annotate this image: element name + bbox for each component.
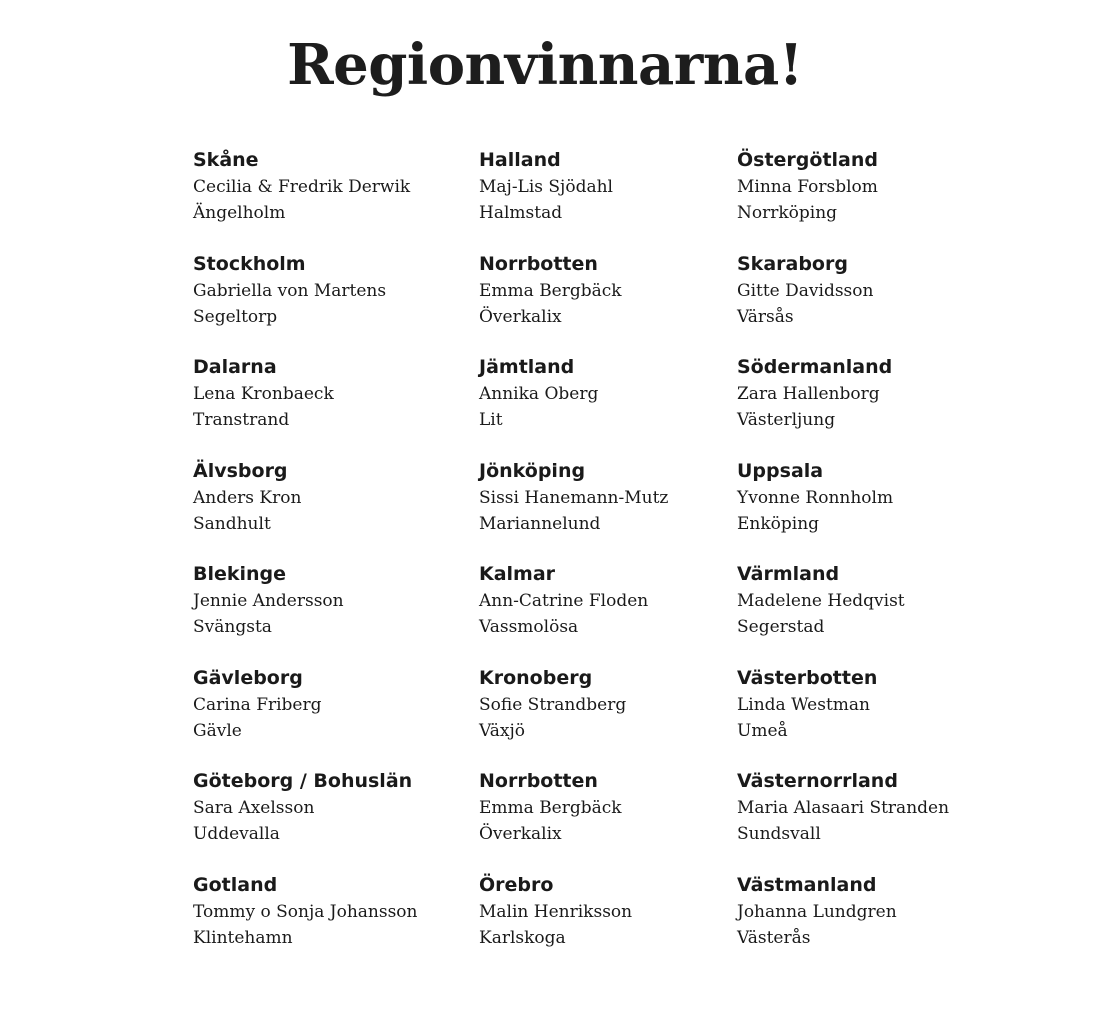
region-name: Älvsborg (193, 459, 288, 482)
region-name: Stockholm (193, 252, 306, 275)
winner-name: Johanna Lundgren (737, 901, 897, 922)
winner-entry (193, 146, 473, 250)
winner-place: Överkalix (479, 306, 562, 327)
winner-name: Anders Kron (193, 487, 302, 508)
winner-entry (737, 871, 1067, 975)
winner-entry (479, 767, 729, 871)
column-2 (479, 146, 729, 974)
region-name: Värmland (737, 563, 840, 585)
winner-name: Maria Alasaari Stranden (737, 798, 950, 818)
winner-entry (737, 250, 1067, 354)
winner-entry (737, 664, 1067, 768)
winner-name: Zara Hallenborg (737, 384, 880, 404)
region-name: Gävleborg (193, 666, 303, 689)
region-name: Västernorrland (737, 770, 898, 792)
region-name: Blekinge (193, 563, 287, 585)
winner-place: Sundsvall (737, 824, 821, 844)
winner-name: Annika Oberg (479, 384, 599, 404)
region-name: Uppsala (737, 459, 824, 482)
winner-entry (193, 353, 473, 457)
winner-place: Gävle (193, 720, 242, 741)
winner-place: Överkalix (479, 824, 562, 844)
winner-entry (479, 353, 729, 457)
winner-name: Tommy o Sonja Johansson (193, 901, 418, 922)
region-name: Gotland (193, 873, 278, 896)
winner-name: Carina Friberg (193, 694, 322, 715)
winner-place: Uddevalla (193, 824, 280, 844)
winner-place: Ängelholm (193, 203, 286, 223)
winner-entry (737, 146, 1067, 250)
region-name: Östergötland (737, 149, 878, 171)
page-title: Regionvinnarna! (287, 32, 803, 98)
winner-name: Ann-Catrine Floden (479, 591, 649, 611)
winner-name: Maj-Lis Sjödahl (479, 177, 613, 197)
winner-name: Malin Henriksson (479, 901, 633, 922)
winner-place: Vassmolösa (479, 617, 579, 637)
winner-place: Transtrand (193, 410, 290, 430)
winner-name: Madelene Hedqvist (737, 591, 905, 611)
winner-place: Segeltorp (193, 306, 278, 327)
region-name: Halland (479, 149, 561, 171)
winner-place: Klintehamn (193, 927, 293, 948)
winner-entry (193, 664, 473, 768)
winner-name: Sissi Hanemann-Mutz (479, 487, 669, 508)
winner-name: Sofie Strandberg (479, 694, 627, 715)
region-name: Västerbotten (737, 666, 878, 689)
winner-name: Emma Bergbäck (479, 798, 622, 818)
winner-place: Västerås (737, 927, 811, 948)
winner-entry (479, 457, 729, 561)
winner-place: Växjö (479, 720, 525, 741)
winner-entry (479, 664, 729, 768)
winner-place: Umeå (737, 720, 788, 741)
winner-name: Lena Kronbaeck (193, 384, 334, 404)
winner-entry (737, 560, 1067, 664)
region-name: Skåne (193, 149, 259, 171)
winner-entry (737, 353, 1067, 457)
winner-entry (193, 457, 473, 561)
region-name: Västmanland (737, 873, 877, 896)
winner-place: Mariannelund (479, 513, 601, 534)
winner-name: Sara Axelsson (193, 798, 315, 818)
winner-place: Värsås (737, 306, 794, 327)
winner-entry (193, 250, 473, 354)
region-name: Kalmar (479, 563, 556, 585)
winner-place: Norrköping (737, 203, 838, 223)
region-name: Jämtland (479, 356, 575, 378)
winner-entry (479, 871, 729, 975)
column-1 (193, 146, 473, 974)
winner-name: Jennie Andersson (193, 591, 344, 611)
winner-name: Linda Westman (737, 694, 871, 715)
winner-name: Gitte Davidsson (737, 280, 874, 301)
region-name: Norrbotten (479, 252, 598, 275)
winner-name: Emma Bergbäck (479, 280, 622, 301)
winner-place: Enköping (737, 513, 820, 534)
winner-place: Västerljung (737, 410, 836, 430)
winner-place: Halmstad (479, 203, 563, 223)
winner-place: Segerstad (737, 617, 825, 637)
winner-place: Karlskoga (479, 927, 566, 948)
winner-name: Yvonne Ronnholm (737, 487, 894, 508)
winner-name: Cecilia & Fredrik Derwik (193, 177, 411, 197)
winner-entry (479, 560, 729, 664)
winner-entry (737, 457, 1067, 561)
winner-entry (193, 871, 473, 975)
region-name: Kronoberg (479, 666, 593, 689)
region-name: Södermanland (737, 356, 893, 378)
winner-entry (479, 250, 729, 354)
winner-place: Svängsta (193, 617, 272, 637)
winner-entry (737, 767, 1067, 871)
region-name: Göteborg / Bohuslän (193, 770, 413, 792)
winner-entry (193, 767, 473, 871)
winner-place: Sandhult (193, 513, 271, 534)
region-name: Örebro (479, 873, 554, 896)
winner-entry (479, 146, 729, 250)
region-name: Jönköping (479, 459, 586, 482)
region-name: Norrbotten (479, 770, 598, 792)
winner-entry (193, 560, 473, 664)
winner-name: Minna Forsblom (737, 177, 878, 197)
winner-place: Lit (479, 410, 503, 430)
region-name: Skaraborg (737, 252, 848, 275)
region-name: Dalarna (193, 356, 277, 378)
winner-name: Gabriella von Martens (193, 280, 387, 301)
column-3 (737, 146, 1067, 974)
